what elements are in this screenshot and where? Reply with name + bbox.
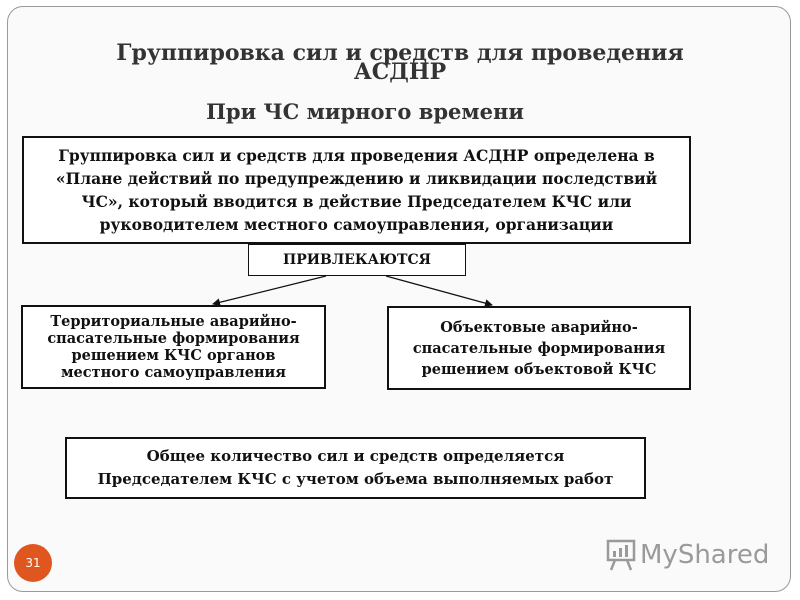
page-number: 31 (25, 556, 41, 570)
watermark-text: MyShared (640, 540, 770, 570)
total-forces-line: Общее количество сил и средств определяется (146, 447, 565, 465)
slide-title-line-1: Группировка сил и средств для проведения (116, 40, 684, 66)
presentation-board-icon (606, 538, 636, 572)
attract-label: ПРИВЛЕКАЮТСЯ (283, 251, 431, 268)
total-forces-line: Председателем КЧС с учетом объема выполняемых работ (97, 470, 614, 488)
object-units-line: решением объектовой КЧС (421, 360, 657, 378)
slide-title-line-2: АСДНР (353, 59, 447, 85)
object-units-line: Объектовые аварийно- (440, 318, 638, 336)
watermark-logo (606, 535, 769, 575)
main-definition-line: «Плане действий по предупреждению и ликвидации последствий (55, 169, 658, 188)
total-forces-box (65, 437, 646, 499)
main-definition-line: Группировка сил и средств для проведения АСДНР определена в (58, 146, 655, 165)
territorial-units-line: решением КЧС органов (71, 347, 276, 364)
slide-frame (7, 6, 791, 592)
main-definition-box (22, 136, 691, 244)
object-units-line: спасательные формирования (412, 339, 666, 357)
territorial-units-line: Территориальные аварийно- (50, 313, 297, 330)
main-definition-line: ЧС», который вводится в действие Председателем КЧС или (81, 192, 632, 211)
page-number-badge (14, 544, 52, 582)
territorial-units-line: спасательные формирования (47, 330, 300, 347)
territorial-units-box (21, 305, 326, 389)
attract-label-box (248, 244, 466, 276)
object-units-box (387, 306, 691, 390)
slide-subtitle: При ЧС мирного времени (206, 99, 524, 124)
territorial-units-line: местного самоуправления (60, 364, 287, 381)
main-definition-line: руководителем местного самоуправления, организации (99, 215, 614, 234)
